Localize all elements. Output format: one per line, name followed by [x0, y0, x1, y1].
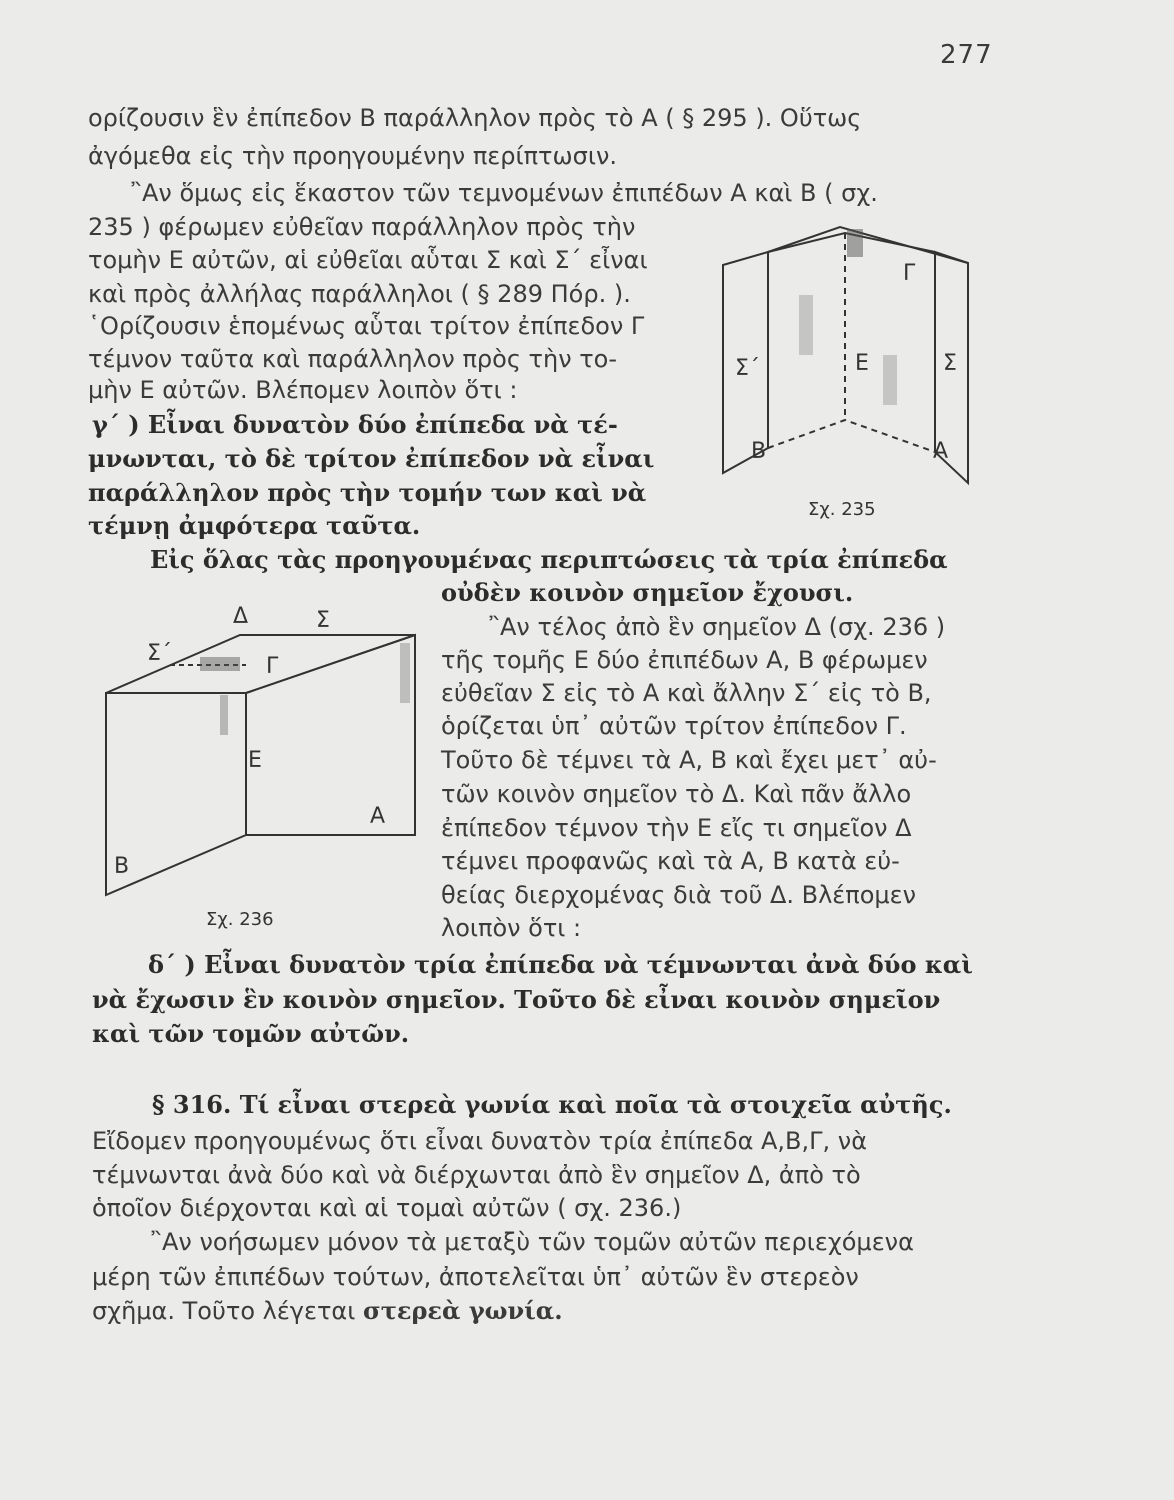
theorem-line: καὶ τῶν τομῶν αὐτῶν.: [92, 1019, 410, 1048]
text-line: τέμνωνται ἀνὰ δύο καὶ νὰ διέρχωνται ἀπὸ ἓν σημεῖον Δ, ἀπὸ τὸ: [92, 1161, 861, 1189]
fig235-label-epsilon: Ε: [855, 351, 869, 376]
theorem-line: νὰ ἔχωσιν ἓν κοινὸν σημεῖον. Τοῦτο δὲ εἶναι κοινὸν σημεῖον: [92, 985, 941, 1014]
text-line: [92, 1296, 563, 1326]
fig236-label-beta: Β: [114, 854, 130, 879]
text-line: ἀγόμεθα εἰς τὴν προηγουμένην περίπτωσιν.: [88, 142, 617, 170]
text-line: Τοῦτο δὲ τέμνει τὰ Α, Β καὶ ἔχει μετ᾽ αὐ-: [441, 746, 937, 774]
text-line: ὁρίζεται ὑπ᾽ αὐτῶν τρίτον ἐπίπεδον Γ.: [441, 712, 907, 740]
text-line: μέρη τῶν ἐπιπέδων τούτων, ἀποτελεῖται ὑπ᾽ αὐτῶν ἓν στερεὸν: [92, 1263, 859, 1291]
text-line: τομὴν Ε αὐτῶν, αἱ εὐθεῖαι αὗται Σ καὶ Σ΄ εἶναι: [88, 246, 648, 274]
text-line: εὐθεῖαν Σ εἰς τὸ Α καὶ ἄλλην Σ΄ εἰς τὸ Β,: [441, 679, 932, 707]
fig236-label-sigma-prime: Σ΄: [147, 641, 172, 666]
fig236-label-delta: Δ: [233, 604, 249, 629]
fig236-label-sigma: Σ: [316, 608, 330, 633]
text-line: τῶν κοινὸν σημεῖον τὸ Δ. Καὶ πᾶν ἄλλο: [441, 780, 912, 808]
theorem-line: μνωνται, τὸ δὲ τρίτον ἐπίπεδον νὰ εἶναι: [88, 444, 655, 473]
page-number: 277: [940, 40, 993, 70]
figure-236: [100, 595, 430, 940]
text-line: ῍Αν νοήσωμεν μόνον τὰ μεταξὺ τῶν τομῶν αὐτῶν περιεχόμενα: [150, 1228, 914, 1256]
fig236-label-gamma: Γ: [266, 654, 279, 679]
text-line: τῆς τομῆς Ε δύο ἐπιπέδων Α, Β φέρωμεν: [441, 646, 928, 674]
text-line: ῍Αν ὅμως εἰς ἕκαστον τῶν τεμνομένων ἐπιπέδων Α καὶ Β ( σχ.: [130, 179, 878, 207]
text-line: τέμνον ταῦτα καὶ παράλληλον πρὸς τὴν το-: [88, 345, 618, 373]
text-line: ορίζουσιν ἓν ἐπίπεδον Β παράλληλον πρὸς τὸ Α ( § 295 ). Οὕτως: [88, 104, 862, 132]
text-line: μὴν Ε αὐτῶν. Βλέπομεν λοιπὸν ὅτι :: [88, 376, 518, 404]
text-line: θείας διερχομένας διὰ τοῦ Δ. Βλέπομεν: [441, 881, 917, 909]
fig235-label-sigma: Σ: [943, 351, 957, 376]
theorem-line: γ΄ ) Εἶναι δυνατὸν δύο ἐπίπεδα νὰ τέ-: [92, 410, 618, 439]
fig236-caption: Σχ. 236: [206, 909, 274, 930]
term-solid-angle: στερεὰ γωνία.: [363, 1296, 563, 1325]
text-line: ἐπίπεδον τέμνον τὴν Ε εἴς τι σημεῖον Δ: [441, 814, 912, 842]
fig235-label-gamma: Γ: [903, 261, 916, 286]
section-heading: § 316. Τί εἶναι στερεὰ γωνία καὶ ποῖα τὰ στοιχεῖα αὐτῆς.: [152, 1090, 952, 1119]
theorem-line: Εἰς ὅλας τὰς προηγουμένας περιπτώσεις τὰ τρία ἐπίπεδα: [150, 545, 948, 574]
text-line: τέμνει προφανῶς καὶ τὰ Α, Β κατὰ εὐ-: [441, 847, 900, 875]
fig236-label-alpha: Α: [370, 804, 386, 829]
theorem-line: παράλληλον πρὸς τὴν τομήν των καὶ νὰ: [88, 478, 647, 507]
theorem-line: δ΄ ) Εἶναι δυνατὸν τρία ἐπίπεδα νὰ τέμνωνται ἀνὰ δύο καὶ: [148, 950, 973, 979]
fig235-caption: Σχ. 235: [808, 499, 876, 520]
figure-235: [715, 215, 985, 535]
text-line: Εἴδομεν προηγουμένως ὅτι εἶναι δυνατὸν τρία ἐπίπεδα Α,Β,Γ, νὰ: [92, 1127, 868, 1155]
fig235-label-sigma-prime: Σ΄: [735, 356, 760, 381]
text-line: ῾Ορίζουσιν ἑπομένως αὗται τρίτον ἐπίπεδον Γ: [88, 312, 645, 340]
text-line: ὁποῖον διέρχονται καὶ αἱ τομαὶ αὐτῶν ( σχ. 236.): [92, 1194, 682, 1222]
text-line: καὶ πρὸς ἀλλήλας παράλληλοι ( § 289 Πόρ. ).: [88, 280, 631, 308]
theorem-line: οὐδὲν κοινὸν σημεῖον ἔχουσι.: [441, 578, 854, 607]
theorem-line: τέμνῃ ἀμφότερα ταῦτα.: [88, 511, 421, 540]
text-line: 235 ) φέρωμεν εὐθεῖαν παράλληλον πρὸς τὴν: [88, 213, 636, 241]
fig235-label-beta: Β: [751, 439, 767, 464]
fig236-label-epsilon: Ε: [248, 748, 262, 773]
fig235-label-alpha: Α: [933, 439, 949, 464]
text-line: λοιπὸν ὅτι :: [441, 914, 582, 942]
last-line-plain: σχῆμα. Τοῦτο λέγεται: [92, 1297, 356, 1325]
text-line: ῍Αν τέλος ἀπὸ ἓν σημεῖον Δ (σχ. 236 ): [488, 613, 946, 641]
